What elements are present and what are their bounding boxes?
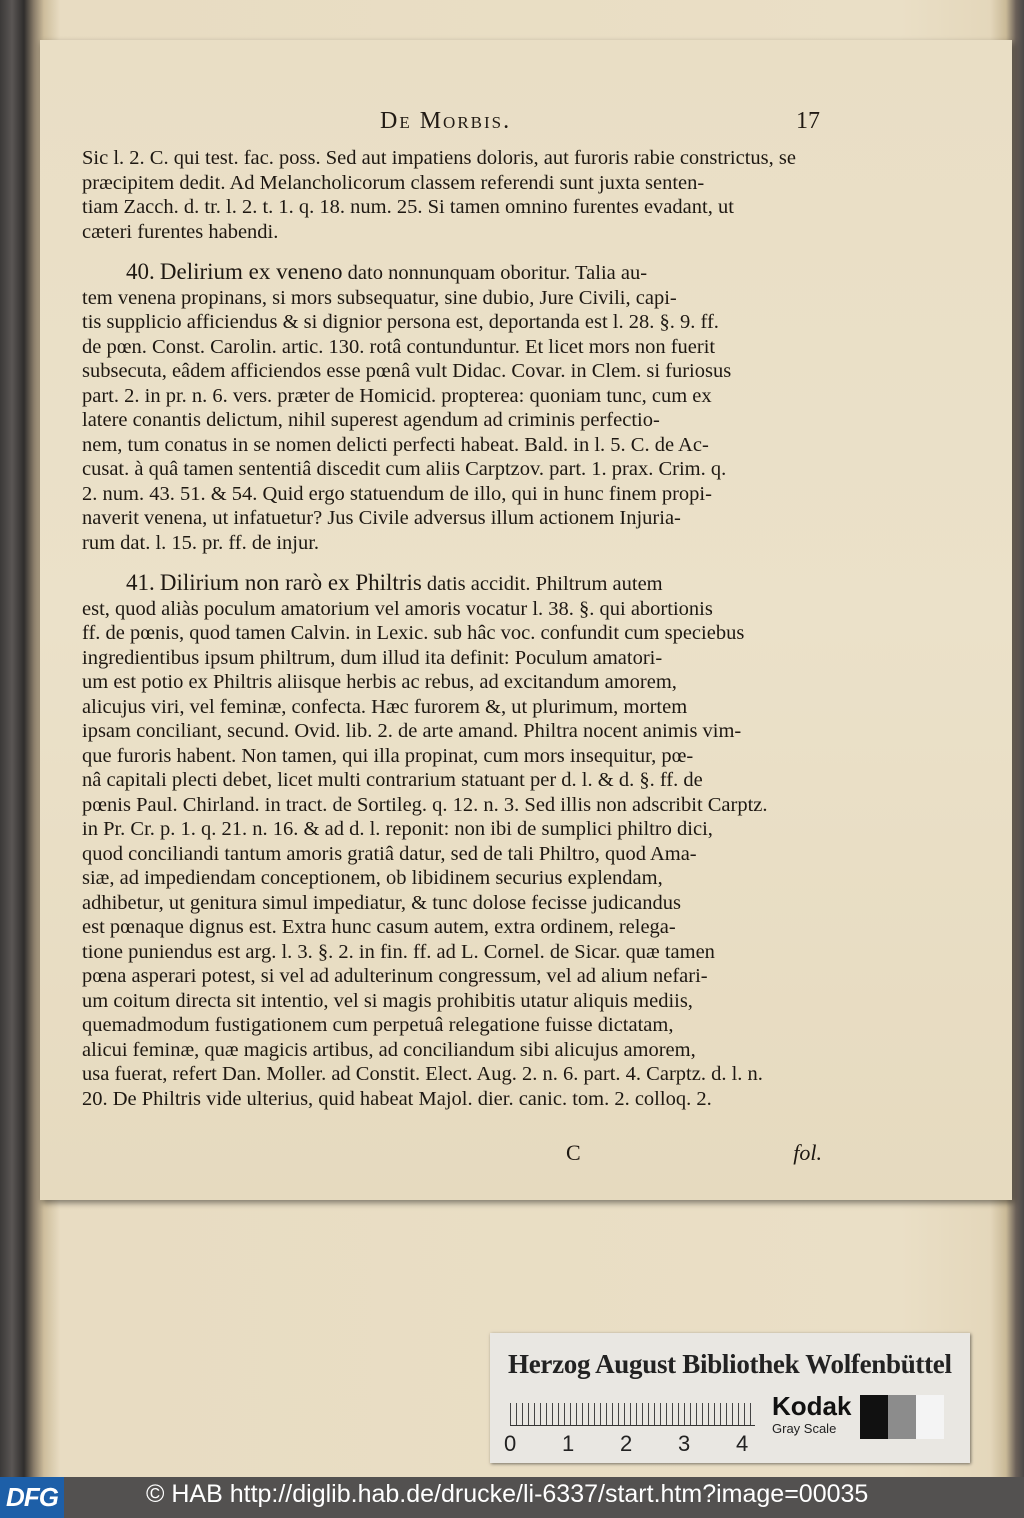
text-line: quod conciliandi tantum amoris gratiâ datur, sed de tali Philtro, quod Ama-	[82, 842, 697, 865]
text-line: nâ capitali plecti debet, licet multi contrarium statuant per d. l. & d. §. ff. de	[82, 769, 703, 791]
text-line: est pœnaque dignus est. Extra hunc casum autem, extra ordinem, relega-	[82, 916, 676, 938]
text-line: in Pr. Cr. p. 1. q. 21. n. 16. & ad d. l. reponit: non ibi de sumplici philtro dici,	[82, 818, 713, 840]
text-line	[82, 571, 822, 597]
copyright-link[interactable]: © HAB http://diglib.hab.de/drucke/li-6337/start.htm?image=00035	[146, 1480, 869, 1508]
ruler-scale	[510, 1385, 755, 1426]
text-line: 2. num. 43. 51. & 54. Quid ergo statuendum de illo, qui in hunc finem propi-	[82, 482, 712, 505]
text-line: præcipitem dedit. Ad Melancholicorum classem referendi sunt juxta senten-	[82, 171, 705, 194]
page-number: 17	[796, 108, 820, 134]
text-line: um coitum directa sit intentio, vel si magis prohibitis utatur aliquis mediis,	[82, 989, 693, 1012]
text-line: alicujus viri, vel feminæ, confecta. Hæc furorem &, ut plurimum, mortem	[82, 695, 688, 718]
kodak-logo: Kodak	[772, 1391, 852, 1421]
paragraph-40	[82, 260, 822, 555]
running-head	[80, 108, 820, 138]
paragraph-number: 40.	[126, 259, 155, 284]
text-line: usa fuerat, refert Dan. Moller. ad Constit. Elect. Aug. 2. n. 6. part. 4. Carptz. d. l. n.	[82, 1063, 763, 1085]
gray-scale-label: Gray Scale	[772, 1421, 837, 1436]
text-line: quemadmodum fustigationem cum perpetuâ relegatione fuisse dictatam,	[82, 1014, 674, 1036]
text-block	[82, 146, 822, 1111]
paragraph-41	[82, 571, 822, 1111]
gray-swatch-dark	[860, 1395, 888, 1439]
text-line: tem venena propinans, si mors subsequatur, sine dubio, Jure Civili, capi-	[82, 286, 677, 309]
text-line: ingredientibus ipsum philtrum, dum illud ita definit: Poculum amatori-	[82, 646, 663, 669]
catchword: fol.	[793, 1140, 822, 1165]
text-line: cæteri furentes habendi.	[82, 220, 279, 243]
text-line: um est potio ex Philtris aliisque herbis ac rebus, ad excitandum amorem,	[82, 671, 677, 693]
text-line: 20. De Philtris vide ulterius, quid habeat Majol. dier. canic. tom. 2. colloq. 2.	[82, 1087, 712, 1110]
ruler-number: 1	[562, 1431, 575, 1456]
text-line: tione puniendus est arg. l. 3. §. 2. in fin. ff. ad L. Cornel. de Sicar. quæ tamen	[82, 940, 715, 963]
text-line: que furoris habent. Non tamen, qui illa propinat, cum mors insequitur, pœ-	[82, 744, 694, 767]
text-line: ff. de pœnis, quod tamen Calvin. in Lexic. sub hâc voc. confundit cum speciebus	[82, 622, 745, 644]
text-line: naverit venena, ut infatuetur? Jus Civile adversus illum actionem Injuria-	[82, 507, 681, 529]
text-line: adhibetur, ut genitura simul impediatur, & tunc dolose fecisse judicandus	[82, 891, 681, 914]
text-line	[82, 260, 822, 286]
text-line: tis supplicio afficiendus & si dignior persona est, deportanda est l. 28. §. 9. ff.	[82, 311, 719, 333]
paragraph-lead: Delirium ex veneno	[159, 259, 343, 284]
text-line: cusat. à quâ tamen sententiâ discedit cum aliis Carptzov. part. 1. prax. Crim. q.	[82, 458, 727, 480]
library-name: Herzog August Bibliothek Wolfenbüttel	[508, 1349, 952, 1379]
dfg-logo: DFG	[0, 1477, 64, 1518]
text-line: nem, tum conatus in se nomen delicti perfecti habeat. Bald. in l. 5. C. de Ac-	[82, 433, 709, 456]
text-line: subsecuta, eâdem afficiendos esse pœnâ vult Didac. Covar. in Clem. si furiosus	[82, 360, 732, 382]
text-line: Sic l. 2. C. qui test. fac. poss. Sed aut impatiens doloris, aut furoris rabie constrictus, se	[82, 147, 796, 169]
ruler-numbers	[504, 1431, 764, 1455]
text-line: de pœn. Const. Carolin. artic. 130. rotâ contunduntur. Et licet mors non fuerit	[82, 335, 716, 358]
ruler-number: 0	[504, 1431, 517, 1456]
text-line: pœna asperari potest, si vel ad adulterinum congressum, vel ad alium nefari-	[82, 965, 708, 987]
text-line: alicui feminæ, quæ magicis artibus, ad conciliandum sibi alicujus amorem,	[82, 1038, 696, 1061]
paragraph-lead: Dilirium non rarò ex Philtris	[159, 570, 422, 595]
ruler-number: 2	[620, 1431, 633, 1456]
text-line: part. 2. in pr. n. 6. vers. præter de Homicid. propterea: quoniam tunc, cum ex	[82, 384, 712, 407]
text-fragment: datis accidit. Philtrum autem	[426, 573, 663, 595]
gray-swatch-mid	[888, 1395, 916, 1439]
text-line: tiam Zacch. d. tr. l. 2. t. 1. q. 18. num. 25. Si tamen omnino furentes evadant, ut	[82, 196, 734, 218]
page-foot	[82, 1140, 822, 1166]
text-line: rum dat. l. 15. pr. ff. de injur.	[82, 531, 320, 554]
text-line: ipsam conciliant, secund. Ovid. lib. 2. de arte amand. Philtra nocent animis vim-	[82, 720, 742, 742]
ruler-number: 4	[736, 1431, 749, 1456]
header-title: De Morbis.	[380, 108, 512, 134]
gray-swatch-light	[916, 1395, 944, 1439]
text-line: est, quod aliàs poculum amatorium vel amoris vocatur l. 38. §. qui abortionis	[82, 597, 713, 620]
intro-lines	[82, 146, 822, 244]
text-fragment: dato nonnunquam oboritur. Talia au-	[347, 262, 648, 284]
text-line: latere conantis delictum, nihil superest agendum ad criminis perfectio-	[82, 409, 660, 431]
text-line: pœnis Paul. Chirland. in tract. de Sortileg. q. 12. n. 3. Sed illis non adscribit Carptz.	[82, 793, 768, 816]
color-calibration-card	[490, 1333, 970, 1463]
signature-mark: C	[566, 1140, 581, 1165]
paragraph-number: 41.	[126, 570, 155, 595]
text-line: siæ, ad impediendam conceptionem, ob libidinem securius explendam,	[82, 867, 663, 889]
ruler-number: 3	[678, 1431, 691, 1456]
